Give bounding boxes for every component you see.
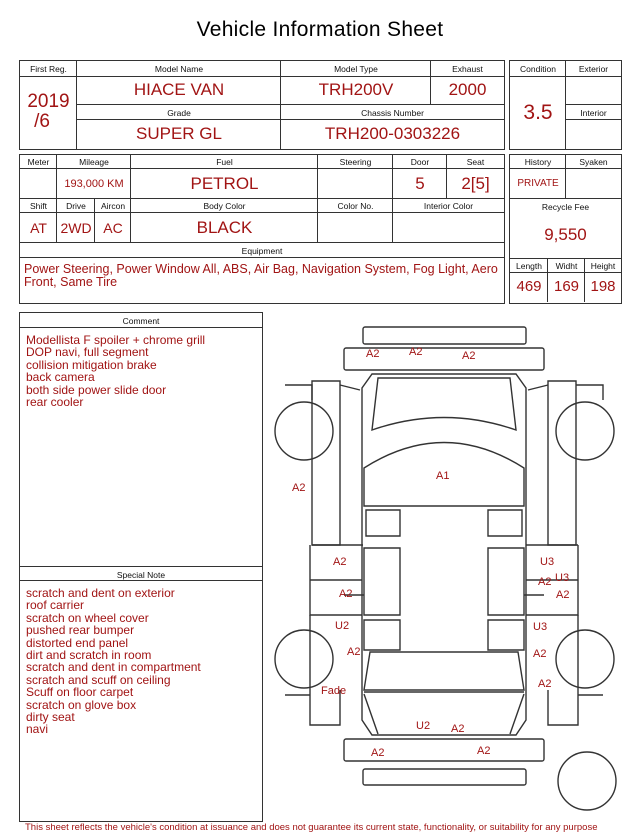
damage-mark-label: A2 (409, 346, 423, 358)
shift-label: Shift (29, 201, 47, 211)
damage-mark-label: A2 (556, 589, 570, 601)
history-value: PRIVATE (517, 178, 559, 189)
comment-line: back camera (26, 370, 95, 385)
comment-line: rear cooler (26, 395, 84, 410)
door-label: Door (410, 157, 430, 167)
width-value: 169 (553, 278, 580, 295)
body-color-value: BLACK (196, 218, 253, 237)
chassis-label: Chassis Number (361, 108, 424, 118)
comment-line: both side power slide door (26, 382, 167, 397)
body-color-label: Body Color (203, 201, 246, 211)
comment-line: Modellista F spoiler + chrome grill (26, 333, 206, 347)
damage-mark-label: U2 (416, 720, 431, 732)
exterior-label: Exterior (578, 64, 609, 74)
first-reg-year: 2019 (27, 91, 70, 112)
drive-value: 2WD (60, 220, 92, 236)
height-label: Height (590, 261, 616, 271)
steering-label: Steering (339, 157, 372, 167)
first-reg-label: First Reg. (30, 64, 67, 74)
special-line: scratch on wheel cover (26, 610, 149, 625)
height-value: 198 (590, 278, 616, 295)
comment-header: Comment (122, 316, 160, 326)
syaken-label: Syaken (579, 157, 608, 167)
mileage-label: Mileage (79, 157, 109, 167)
special-line: navi (26, 722, 49, 737)
model-type-label: Model Type (334, 64, 378, 74)
model-name-label: Model Name (154, 64, 204, 74)
chassis-value: TRH200-0303226 (324, 124, 461, 143)
damage-mark-label: U3 (533, 621, 548, 633)
condition-score: 3.5 (523, 101, 553, 124)
aircon-label: Aircon (100, 201, 126, 211)
damage-mark-label: A2 (339, 588, 353, 600)
meter-label: Meter (27, 157, 50, 167)
history-label: History (524, 157, 552, 167)
color-no-label: Color No. (337, 201, 374, 211)
length-value: 469 (516, 278, 542, 295)
fuel-label: Fuel (216, 157, 233, 167)
special-line: dirt and scratch in room (26, 648, 152, 663)
damage-mark-label: A2 (347, 646, 361, 658)
equipment-label: Equipment (241, 246, 283, 256)
damage-mark-label: A2 (333, 556, 347, 568)
exhaust-label: Exhaust (452, 64, 483, 74)
special-header: Special Note (116, 570, 166, 580)
damage-mark-label: A2 (533, 648, 547, 660)
model-type-value: TRH200V (318, 80, 394, 99)
drive-label: Drive (66, 201, 86, 211)
damage-mark-label: A2 (366, 348, 380, 360)
special-line: scratch and scuff on ceiling (26, 672, 171, 687)
damage-mark-label: A2 (292, 482, 306, 494)
special-line: Scuff on floor carpet (26, 685, 134, 700)
seat-label: Seat (466, 157, 485, 167)
grade-label: Grade (167, 108, 191, 118)
comment-line: collision mitigation brake (26, 357, 157, 372)
door-value: 5 (415, 174, 425, 193)
damage-mark-label: A2 (451, 723, 465, 735)
equipment-line-1: Power Steering, Power Window All, ABS, Air Bag, Navigation System, Fog Light, Aero (24, 262, 498, 276)
shift-value: AT (30, 220, 47, 236)
recycle-label: Recycle Fee (541, 202, 590, 212)
damage-mark-label: A1 (436, 470, 450, 482)
damage-mark-label: A2 (371, 747, 385, 759)
aircon-value: AC (103, 220, 123, 236)
seat-value: 2[5] (461, 174, 490, 193)
special-line: scratch and dent on exterior (26, 586, 175, 600)
equipment-line-2: Front, Same Tire (24, 275, 118, 289)
model-name-value: HIACE VAN (133, 80, 225, 99)
damage-mark-label: A2 (538, 576, 552, 588)
first-reg-month: /6 (34, 111, 50, 132)
damage-mark-label: A2 (538, 678, 552, 690)
special-line: scratch on glove box (26, 697, 137, 712)
damage-mark-label: A2 (477, 745, 491, 757)
special-line: roof carrier (26, 598, 85, 613)
condition-label: Condition (520, 64, 556, 74)
special-line: distorted end panel (26, 635, 129, 650)
fuel-value: PETROL (190, 174, 259, 193)
interior-color-label: Interior Color (423, 201, 474, 211)
grade-value: SUPER GL (136, 124, 222, 143)
special-line: dirty seat (26, 710, 75, 725)
interior-label: Interior (580, 108, 607, 118)
comment-line: DOP navi, full segment (26, 345, 149, 360)
damage-mark-label: U2 (335, 620, 350, 632)
width-label: Widht (555, 261, 578, 271)
special-line: scratch and dent in compartment (26, 660, 201, 675)
disclaimer-footer: This sheet reflects the vehicle's condition at issuance and does not guarantee its current state, functionality, or suitability for any purpose (25, 822, 598, 833)
length-label: Length (516, 261, 542, 271)
damage-mark-label: A2 (462, 350, 476, 362)
damage-mark-label: U3 (540, 556, 555, 568)
mileage-value: 193,000 KM (64, 178, 124, 190)
damage-mark-label: Fade (321, 685, 347, 697)
page-title: Vehicle Information Sheet (196, 18, 444, 41)
damage-mark-label: U3 (555, 572, 570, 584)
special-line: pushed rear bumper (26, 623, 135, 638)
exhaust-value: 2000 (448, 80, 487, 99)
recycle-value: 9,550 (544, 225, 587, 244)
